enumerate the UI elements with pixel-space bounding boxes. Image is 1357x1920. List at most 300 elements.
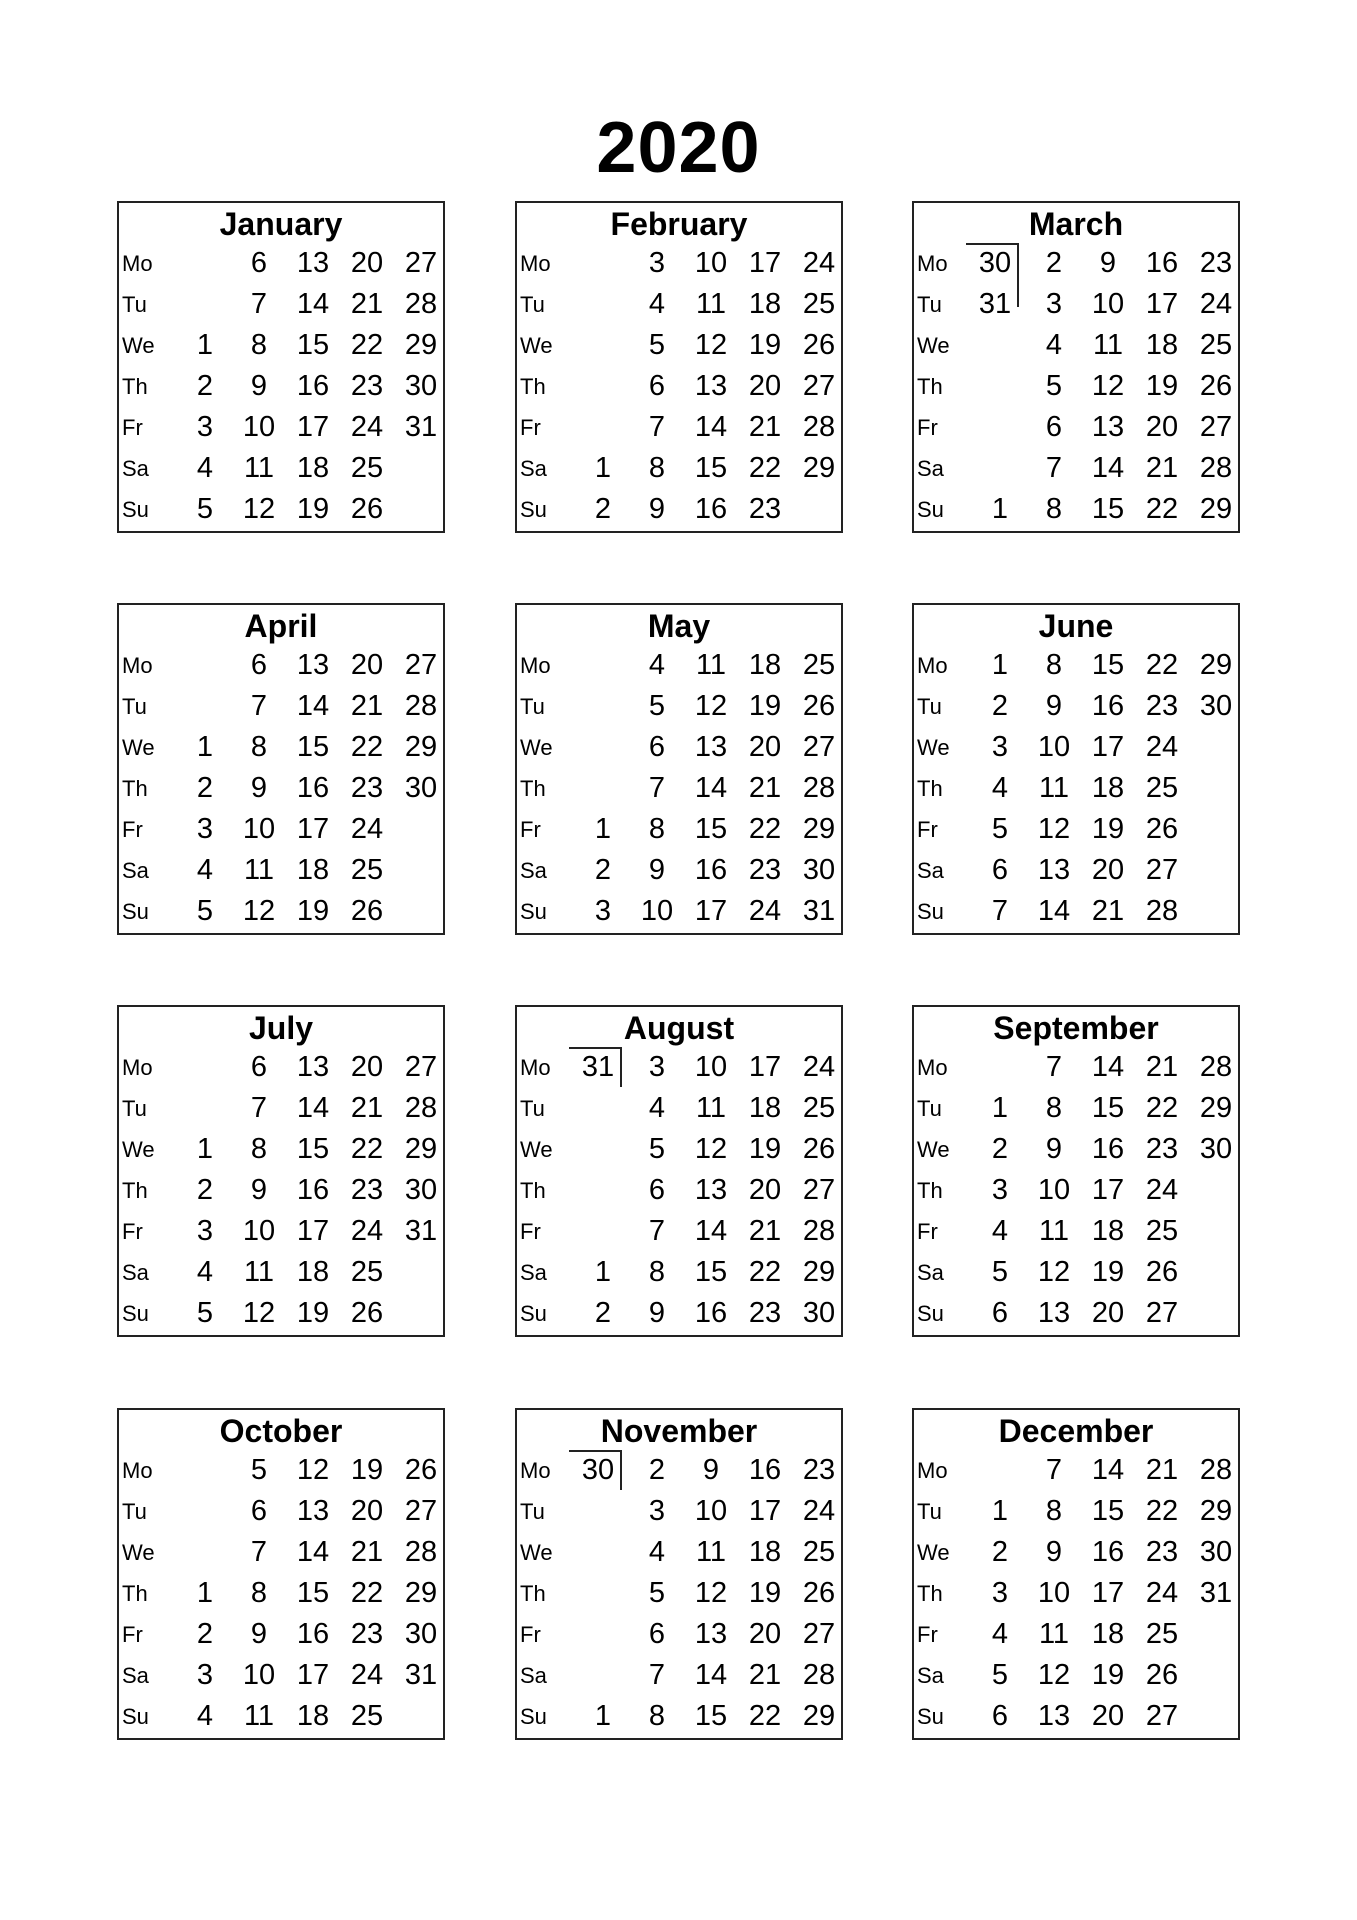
day-cell: 24 bbox=[1145, 1577, 1179, 1609]
day-cell: 24 bbox=[350, 1215, 384, 1247]
weekday-label: Th bbox=[917, 1581, 943, 1606]
day-cell: 23 bbox=[1145, 690, 1179, 722]
day-cell: 3 bbox=[196, 411, 214, 443]
day-cell: 26 bbox=[1145, 813, 1179, 845]
week-row bbox=[517, 448, 841, 489]
day-cell: 8 bbox=[250, 731, 268, 763]
day-cell: 16 bbox=[1145, 247, 1179, 279]
day-cell: 2 bbox=[991, 690, 1009, 722]
day-cell: 20 bbox=[1145, 411, 1179, 443]
day-cell: 3 bbox=[1045, 288, 1063, 320]
day-cell: 17 bbox=[296, 1659, 330, 1691]
day-cell: 13 bbox=[694, 1618, 728, 1650]
weekday-label: Tu bbox=[520, 1499, 545, 1524]
week-row bbox=[517, 1252, 841, 1293]
day-cell: 16 bbox=[1091, 1133, 1125, 1165]
day-cell: 28 bbox=[1199, 452, 1233, 484]
day-cell: 12 bbox=[694, 690, 728, 722]
day-cell: 11 bbox=[1092, 329, 1124, 361]
day-cell: 15 bbox=[1091, 493, 1125, 525]
week-row bbox=[517, 407, 841, 448]
weekday-label: Mo bbox=[520, 1055, 551, 1080]
week-row bbox=[119, 850, 443, 891]
day-cell: 7 bbox=[250, 1092, 268, 1124]
day-cell: 11 bbox=[1038, 772, 1070, 804]
day-cell: 5 bbox=[648, 329, 666, 361]
day-cell: 7 bbox=[250, 1536, 268, 1568]
week-row bbox=[914, 1696, 1238, 1737]
day-cell: 12 bbox=[242, 493, 276, 525]
weekday-label: Sa bbox=[122, 858, 149, 883]
day-cell: 13 bbox=[296, 247, 330, 279]
month-january bbox=[117, 201, 445, 533]
day-cell: 3 bbox=[991, 1174, 1009, 1206]
week-row bbox=[914, 448, 1238, 489]
week-row bbox=[517, 850, 841, 891]
day-cell: 1 bbox=[594, 1256, 612, 1288]
day-cell: 21 bbox=[748, 1215, 782, 1247]
week-row bbox=[119, 489, 443, 530]
day-cell: 19 bbox=[748, 690, 782, 722]
day-cell: 13 bbox=[296, 1051, 330, 1083]
day-cell: 20 bbox=[1091, 1297, 1125, 1329]
day-cell: 6 bbox=[648, 731, 666, 763]
day-cell: 17 bbox=[296, 411, 330, 443]
day-cell: 18 bbox=[296, 1256, 330, 1288]
day-cell: 26 bbox=[802, 329, 836, 361]
day-cell: 19 bbox=[296, 1297, 330, 1329]
week-row bbox=[517, 768, 841, 809]
day-cell: 9 bbox=[1045, 1536, 1063, 1568]
day-cell: 25 bbox=[350, 452, 384, 484]
day-cell: 30 bbox=[978, 247, 1012, 279]
weekday-label: We bbox=[520, 1540, 553, 1565]
day-cell: 10 bbox=[1037, 1174, 1071, 1206]
day-cell: 18 bbox=[748, 288, 782, 320]
day-cell: 25 bbox=[350, 1700, 384, 1732]
weekday-label: Fr bbox=[520, 1622, 541, 1647]
day-cell: 17 bbox=[1145, 288, 1179, 320]
day-cell: 26 bbox=[1199, 370, 1233, 402]
week-row bbox=[119, 1491, 443, 1532]
day-cell: 28 bbox=[1199, 1454, 1233, 1486]
day-cell: 30 bbox=[404, 1174, 438, 1206]
day-cell: 27 bbox=[1199, 411, 1233, 443]
day-cell: 20 bbox=[350, 247, 384, 279]
week-row bbox=[517, 1491, 841, 1532]
week-row bbox=[119, 645, 443, 686]
day-cell: 1 bbox=[991, 1495, 1009, 1527]
day-cell: 20 bbox=[350, 1051, 384, 1083]
day-cell: 30 bbox=[404, 370, 438, 402]
weekday-label: Th bbox=[917, 374, 943, 399]
day-cell: 24 bbox=[350, 813, 384, 845]
day-cell: 22 bbox=[350, 1577, 384, 1609]
day-cell: 11 bbox=[695, 1536, 727, 1568]
day-cell: 14 bbox=[1091, 1051, 1125, 1083]
day-cell: 15 bbox=[694, 1256, 728, 1288]
day-grid bbox=[517, 1450, 841, 1737]
week-row bbox=[914, 1532, 1238, 1573]
day-cell: 14 bbox=[296, 1536, 330, 1568]
day-cell: 19 bbox=[1145, 370, 1179, 402]
day-cell: 15 bbox=[1091, 1092, 1125, 1124]
day-cell: 8 bbox=[648, 1256, 666, 1288]
day-cell: 25 bbox=[802, 288, 836, 320]
day-cell: 3 bbox=[991, 731, 1009, 763]
day-cell: 12 bbox=[242, 895, 276, 927]
month-december bbox=[912, 1408, 1240, 1740]
day-cell: 9 bbox=[250, 1618, 268, 1650]
week-row bbox=[119, 366, 443, 407]
month-name: August bbox=[623, 1010, 735, 1046]
day-cell: 7 bbox=[250, 288, 268, 320]
weekday-label: Th bbox=[520, 1581, 546, 1606]
day-cell: 9 bbox=[1045, 1133, 1063, 1165]
day-cell: 3 bbox=[648, 1051, 666, 1083]
day-cell: 14 bbox=[694, 411, 728, 443]
day-cell: 14 bbox=[694, 772, 728, 804]
day-cell: 23 bbox=[1145, 1536, 1179, 1568]
day-cell: 4 bbox=[196, 854, 214, 886]
day-cell: 21 bbox=[748, 411, 782, 443]
weekday-label: Tu bbox=[122, 694, 147, 719]
week-row bbox=[914, 1088, 1238, 1129]
week-row bbox=[517, 1614, 841, 1655]
day-cell: 15 bbox=[296, 1133, 330, 1165]
day-cell: 19 bbox=[748, 1133, 782, 1165]
day-cell: 7 bbox=[648, 772, 666, 804]
day-cell: 22 bbox=[748, 452, 782, 484]
day-cell: 27 bbox=[802, 731, 836, 763]
day-cell: 24 bbox=[802, 247, 836, 279]
day-cell: 2 bbox=[196, 370, 214, 402]
day-cell: 14 bbox=[1037, 895, 1071, 927]
day-cell: 20 bbox=[748, 1618, 782, 1650]
weekday-label: Fr bbox=[122, 1622, 143, 1647]
day-cell: 24 bbox=[350, 411, 384, 443]
week-row bbox=[517, 1532, 841, 1573]
day-cell: 30 bbox=[1199, 690, 1233, 722]
day-cell: 12 bbox=[242, 1297, 276, 1329]
day-cell: 6 bbox=[648, 1618, 666, 1650]
day-cell: 10 bbox=[640, 895, 674, 927]
day-cell: 16 bbox=[1091, 690, 1125, 722]
week-row bbox=[517, 1655, 841, 1696]
day-grid bbox=[517, 1047, 841, 1334]
day-cell: 4 bbox=[648, 1092, 666, 1124]
week-row bbox=[914, 1655, 1238, 1696]
day-cell: 6 bbox=[991, 854, 1009, 886]
day-cell: 31 bbox=[1199, 1577, 1233, 1609]
day-cell: 22 bbox=[350, 731, 384, 763]
day-cell: 21 bbox=[350, 288, 384, 320]
day-cell: 15 bbox=[1091, 649, 1125, 681]
day-cell: 7 bbox=[250, 690, 268, 722]
day-cell: 19 bbox=[748, 1577, 782, 1609]
day-cell: 9 bbox=[250, 772, 268, 804]
day-cell: 28 bbox=[802, 1215, 836, 1247]
day-cell: 1 bbox=[196, 1133, 214, 1165]
week-row bbox=[517, 809, 841, 850]
day-cell: 8 bbox=[648, 1700, 666, 1732]
week-row bbox=[517, 325, 841, 366]
weekday-label: Su bbox=[122, 497, 149, 522]
day-cell: 5 bbox=[991, 813, 1009, 845]
week-row bbox=[914, 768, 1238, 809]
day-cell: 4 bbox=[991, 1215, 1009, 1247]
day-cell: 15 bbox=[296, 329, 330, 361]
day-cell: 26 bbox=[350, 493, 384, 525]
day-cell: 10 bbox=[694, 1495, 728, 1527]
day-cell: 20 bbox=[748, 1174, 782, 1206]
week-row bbox=[517, 1088, 841, 1129]
month-name: June bbox=[1038, 608, 1114, 644]
day-cell: 25 bbox=[1145, 1215, 1179, 1247]
day-cell: 5 bbox=[196, 895, 214, 927]
day-cell: 5 bbox=[250, 1454, 268, 1486]
day-cell: 29 bbox=[802, 813, 836, 845]
day-cell: 15 bbox=[694, 1700, 728, 1732]
day-grid bbox=[517, 243, 841, 530]
day-cell: 25 bbox=[802, 1092, 836, 1124]
day-cell: 3 bbox=[991, 1577, 1009, 1609]
day-cell: 1 bbox=[594, 813, 612, 845]
weekday-label: We bbox=[122, 1137, 155, 1162]
week-row bbox=[517, 1573, 841, 1614]
day-cell: 19 bbox=[1091, 1659, 1125, 1691]
day-cell: 13 bbox=[1091, 411, 1125, 443]
week-row bbox=[914, 1211, 1238, 1252]
weekday-label: Th bbox=[122, 1178, 148, 1203]
day-cell: 8 bbox=[250, 1133, 268, 1165]
day-cell: 11 bbox=[243, 1256, 275, 1288]
day-cell: 16 bbox=[694, 1297, 728, 1329]
week-row bbox=[119, 325, 443, 366]
weekday-label: Tu bbox=[520, 694, 545, 719]
weekday-label: Mo bbox=[122, 251, 153, 276]
weekday-label: We bbox=[122, 735, 155, 760]
weekday-label: We bbox=[917, 1137, 950, 1162]
day-cell: 25 bbox=[1199, 329, 1233, 361]
day-cell: 28 bbox=[1199, 1051, 1233, 1083]
day-cell: 11 bbox=[243, 854, 275, 886]
day-cell: 24 bbox=[1199, 288, 1233, 320]
day-cell: 23 bbox=[748, 1297, 782, 1329]
weekday-label: We bbox=[917, 735, 950, 760]
day-cell: 21 bbox=[1091, 895, 1125, 927]
day-cell: 26 bbox=[404, 1454, 438, 1486]
weekday-label: Mo bbox=[917, 1458, 948, 1483]
week-row bbox=[517, 243, 841, 284]
day-cell: 10 bbox=[1037, 731, 1071, 763]
week-row bbox=[119, 768, 443, 809]
day-cell: 11 bbox=[243, 452, 275, 484]
day-cell: 26 bbox=[802, 690, 836, 722]
day-cell: 10 bbox=[242, 813, 276, 845]
day-cell: 14 bbox=[1091, 1454, 1125, 1486]
day-cell: 7 bbox=[1045, 1051, 1063, 1083]
weekday-label: Th bbox=[122, 374, 148, 399]
weekday-label: Sa bbox=[122, 1260, 149, 1285]
day-cell: 22 bbox=[350, 1133, 384, 1165]
week-row bbox=[119, 1696, 443, 1737]
month-name: January bbox=[219, 206, 343, 242]
week-row bbox=[119, 407, 443, 448]
day-cell: 29 bbox=[1199, 649, 1233, 681]
day-cell: 17 bbox=[296, 1215, 330, 1247]
day-cell: 19 bbox=[296, 493, 330, 525]
day-cell: 17 bbox=[694, 895, 728, 927]
day-cell: 1 bbox=[594, 1700, 612, 1732]
weekday-label: Su bbox=[917, 497, 944, 522]
day-cell: 31 bbox=[404, 1215, 438, 1247]
day-cell: 10 bbox=[694, 247, 728, 279]
month-may bbox=[515, 603, 843, 935]
day-cell: 31 bbox=[802, 895, 836, 927]
day-cell: 19 bbox=[1091, 1256, 1125, 1288]
month-june bbox=[912, 603, 1240, 935]
day-cell: 15 bbox=[1091, 1495, 1125, 1527]
day-grid bbox=[517, 645, 841, 932]
day-cell: 22 bbox=[748, 1256, 782, 1288]
day-cell: 31 bbox=[581, 1051, 615, 1083]
day-cell: 16 bbox=[694, 854, 728, 886]
week-row bbox=[119, 1170, 443, 1211]
day-cell: 5 bbox=[991, 1256, 1009, 1288]
day-cell: 22 bbox=[1145, 649, 1179, 681]
day-cell: 23 bbox=[350, 1174, 384, 1206]
day-cell: 17 bbox=[748, 1495, 782, 1527]
day-cell: 4 bbox=[991, 1618, 1009, 1650]
day-cell: 18 bbox=[296, 1700, 330, 1732]
day-cell: 23 bbox=[350, 772, 384, 804]
day-cell: 28 bbox=[802, 1659, 836, 1691]
day-cell: 11 bbox=[1038, 1618, 1070, 1650]
day-cell: 17 bbox=[296, 813, 330, 845]
day-cell: 27 bbox=[404, 1051, 438, 1083]
day-cell: 2 bbox=[594, 1297, 612, 1329]
day-cell: 13 bbox=[694, 1174, 728, 1206]
day-cell: 8 bbox=[1045, 1495, 1063, 1527]
day-cell: 28 bbox=[404, 1092, 438, 1124]
day-cell: 16 bbox=[296, 772, 330, 804]
day-cell: 21 bbox=[1145, 1454, 1179, 1486]
month-october bbox=[117, 1408, 445, 1740]
day-cell: 6 bbox=[648, 370, 666, 402]
day-cell: 21 bbox=[350, 1092, 384, 1124]
weekday-label: Fr bbox=[917, 1622, 938, 1647]
week-row bbox=[914, 727, 1238, 768]
day-cell: 4 bbox=[1045, 329, 1063, 361]
day-cell: 23 bbox=[748, 854, 782, 886]
day-cell: 24 bbox=[802, 1051, 836, 1083]
week-row bbox=[517, 686, 841, 727]
day-cell: 30 bbox=[802, 854, 836, 886]
weekday-label: Th bbox=[122, 776, 148, 801]
week-row bbox=[517, 891, 841, 932]
day-cell: 16 bbox=[296, 1618, 330, 1650]
day-cell: 2 bbox=[196, 1618, 214, 1650]
day-cell: 29 bbox=[802, 452, 836, 484]
weekday-label: Th bbox=[520, 776, 546, 801]
day-cell: 12 bbox=[1037, 813, 1071, 845]
day-grid bbox=[914, 1450, 1238, 1737]
day-cell: 18 bbox=[296, 854, 330, 886]
day-cell: 21 bbox=[748, 1659, 782, 1691]
day-cell: 5 bbox=[196, 1297, 214, 1329]
day-grid bbox=[119, 1450, 443, 1737]
weekday-label: Th bbox=[520, 1178, 546, 1203]
day-cell: 22 bbox=[748, 813, 782, 845]
day-cell: 22 bbox=[1145, 1495, 1179, 1527]
day-grid bbox=[119, 243, 443, 530]
week-row bbox=[517, 1293, 841, 1334]
day-grid bbox=[914, 645, 1238, 932]
day-cell: 29 bbox=[802, 1700, 836, 1732]
day-cell: 2 bbox=[991, 1133, 1009, 1165]
weekday-label: Sa bbox=[917, 1663, 944, 1688]
month-name: February bbox=[610, 206, 748, 242]
day-cell: 21 bbox=[350, 690, 384, 722]
day-cell: 5 bbox=[1045, 370, 1063, 402]
day-cell: 30 bbox=[404, 1618, 438, 1650]
day-cell: 20 bbox=[1091, 1700, 1125, 1732]
day-cell: 12 bbox=[694, 1577, 728, 1609]
day-cell: 29 bbox=[1199, 1092, 1233, 1124]
week-row bbox=[517, 284, 841, 325]
weekday-label: Th bbox=[917, 776, 943, 801]
weekday-label: We bbox=[122, 333, 155, 358]
day-cell: 4 bbox=[991, 772, 1009, 804]
weekday-label: Mo bbox=[917, 251, 948, 276]
day-cell: 14 bbox=[296, 1092, 330, 1124]
month-name: September bbox=[993, 1010, 1159, 1046]
day-cell: 15 bbox=[694, 813, 728, 845]
day-cell: 10 bbox=[1091, 288, 1125, 320]
month-march bbox=[912, 201, 1240, 533]
week-row bbox=[119, 284, 443, 325]
weekday-label: Su bbox=[520, 1704, 547, 1729]
day-cell: 9 bbox=[648, 1297, 666, 1329]
day-cell: 27 bbox=[404, 1495, 438, 1527]
weekday-label: We bbox=[122, 1540, 155, 1565]
day-cell: 17 bbox=[1091, 1577, 1125, 1609]
week-row bbox=[119, 1655, 443, 1696]
day-cell: 21 bbox=[1145, 452, 1179, 484]
day-cell: 24 bbox=[748, 895, 782, 927]
week-row bbox=[914, 1491, 1238, 1532]
day-cell: 10 bbox=[242, 1215, 276, 1247]
day-cell: 18 bbox=[1145, 329, 1179, 361]
day-cell: 22 bbox=[1145, 493, 1179, 525]
day-cell: 29 bbox=[802, 1256, 836, 1288]
day-cell: 16 bbox=[296, 1174, 330, 1206]
day-cell: 18 bbox=[1091, 772, 1125, 804]
day-cell: 5 bbox=[991, 1659, 1009, 1691]
day-cell: 25 bbox=[1145, 1618, 1179, 1650]
day-cell: 28 bbox=[1145, 895, 1179, 927]
day-cell: 24 bbox=[802, 1495, 836, 1527]
week-row bbox=[914, 366, 1238, 407]
day-cell: 25 bbox=[350, 1256, 384, 1288]
weekday-label: We bbox=[520, 1137, 553, 1162]
day-cell: 27 bbox=[1145, 1700, 1179, 1732]
day-cell: 15 bbox=[296, 731, 330, 763]
day-cell: 16 bbox=[694, 493, 728, 525]
week-row bbox=[119, 1129, 443, 1170]
day-cell: 8 bbox=[1045, 649, 1063, 681]
